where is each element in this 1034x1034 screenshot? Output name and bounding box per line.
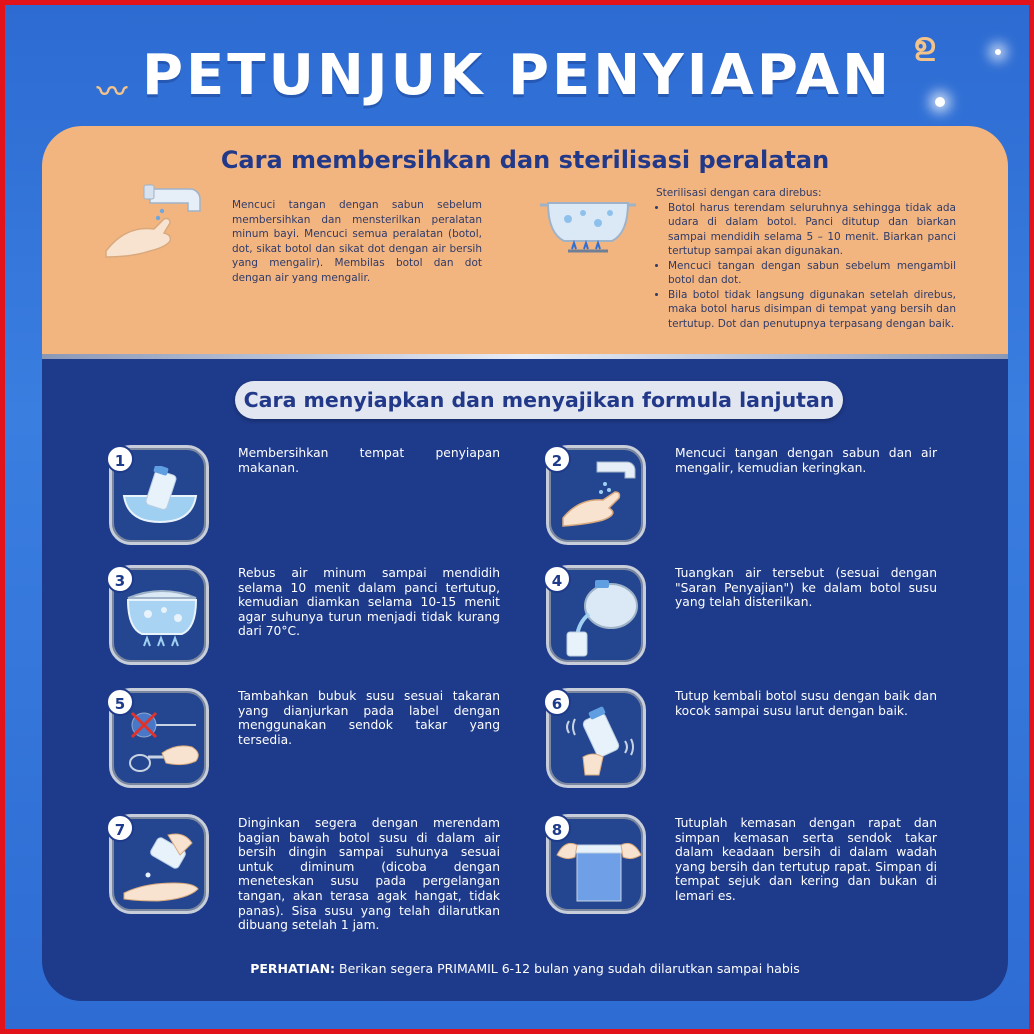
drip-wrist-icon — [118, 827, 206, 907]
sterilize-point: • Botol harus terendam seluruhnya sehingga tidak ada udara di dalam botol. Panci ditutup dan biarkan sampai mendidih selama 5 – 10 menit. Biarkan panci tertutup sampai akan digunakan. — [668, 201, 956, 259]
step-text: Mencuci tangan dengan sabun dan air mengalir, kemudian keringkan. — [675, 446, 937, 475]
step-number: 6 — [543, 688, 571, 716]
step-number: 5 — [106, 688, 134, 716]
step-text: Tutup kembali botol susu dengan baik dan kocok sampai susu larut dengan baik. — [675, 689, 937, 718]
instruction-card — [42, 126, 1008, 1001]
attention-label: PERHATIAN: — [250, 961, 336, 976]
prep-heading: Cara menyiapkan dan menyajikan formula lanjutan — [235, 381, 843, 419]
shake-bottle-icon — [559, 701, 639, 781]
hand-wash-icon — [557, 456, 641, 536]
page-title: PETUNJUK PENYIAPAN — [141, 43, 893, 108]
seal-pack-icon — [555, 829, 643, 905]
step-text: Tambahkan bubuk susu sesuai takaran yang dianjurkan pada label dengan menggunakan sendok takar yang tersedia. — [238, 689, 500, 747]
squiggle-left-decoration: 〰 — [97, 75, 127, 110]
sterilize-point: • Mencuci tangan dengan sabun sebelum mengambil botol dan dot. — [668, 259, 956, 288]
sterilize-intro: Sterilisasi dengan cara direbus: — [656, 187, 822, 199]
pour-water-icon — [555, 576, 643, 660]
sterilize-list — [656, 201, 956, 332]
step-text: Membersihkan tempat penyiapan makanan. — [238, 446, 500, 475]
faucet-hand-icon — [100, 181, 220, 271]
sterilize-point: • Bila botol tidak langsung digunakan setelah direbus, maka botol harus disimpan di tempat yang bersih dan tertutup. Dot dan penutupnya terpasang dengan baik. — [668, 288, 956, 332]
step-number: 4 — [543, 565, 571, 593]
step-number: 7 — [106, 814, 134, 842]
step-number: 1 — [106, 445, 134, 473]
step-text: Rebus air minum sampai mendidih selama 10 menit dalam panci tertutup, kemudian diamkan selama 10-15 menit agar suhunya turun menjadi tidak kurang dari 70°C. — [238, 566, 500, 639]
cleaning-heading: Cara membersihkan dan sterilisasi peralatan — [220, 146, 830, 174]
step-text: Dinginkan segera dengan merendam bagian bawah botol susu di dalam air bersih dingin sampai suhunya sesuai untuk diminum (dicoba dengan meneteskan susu pada pergelangan tangan, akan terasa agak hangat, tidak panas). Sisa susu yang telah dilarutkan dibuang setelah 1 jam. — [238, 816, 500, 933]
step-number: 8 — [543, 814, 571, 842]
squiggle-right-decoration: ഉ — [913, 27, 935, 62]
wash-instructions: Mencuci tangan dengan sabun sebelum membersihkan dan mensterilkan peralatan minum bayi. Mencuci semua peralatan (botol, dot, sikat botol dan sikat dot dengan air bersih yang mengalir). Membilas botol dan dot dengan air yang mengalir. — [232, 199, 482, 284]
bowl-bottle-icon — [120, 466, 200, 528]
boiling-pot-icon — [538, 191, 638, 261]
attention-text: Berikan segera PRIMAMIL 6-12 bulan yang sudah dilarutkan sampai habis — [335, 961, 800, 976]
sterilize-instructions — [656, 186, 956, 331]
step-number: 2 — [543, 445, 571, 473]
step-text: Tutuplah kemasan dengan rapat dan simpan kemasan serta sendok takar dalam keadaan bersih di dalam wadah yang bersih dan tertutup rapat. Simpan di tempat sejuk dan kering dan bukan di lemari es. — [675, 816, 937, 903]
step-text: Tuangkan air tersebut (sesuai dengan "Saran Penyajian") ke dalam botol susu yang telah disterilkan. — [675, 566, 937, 610]
cleaning-panel — [42, 126, 1008, 354]
pot-icon — [120, 584, 204, 652]
attention-note — [42, 961, 1008, 976]
scoop-icon — [118, 701, 206, 781]
step-number: 3 — [106, 565, 134, 593]
